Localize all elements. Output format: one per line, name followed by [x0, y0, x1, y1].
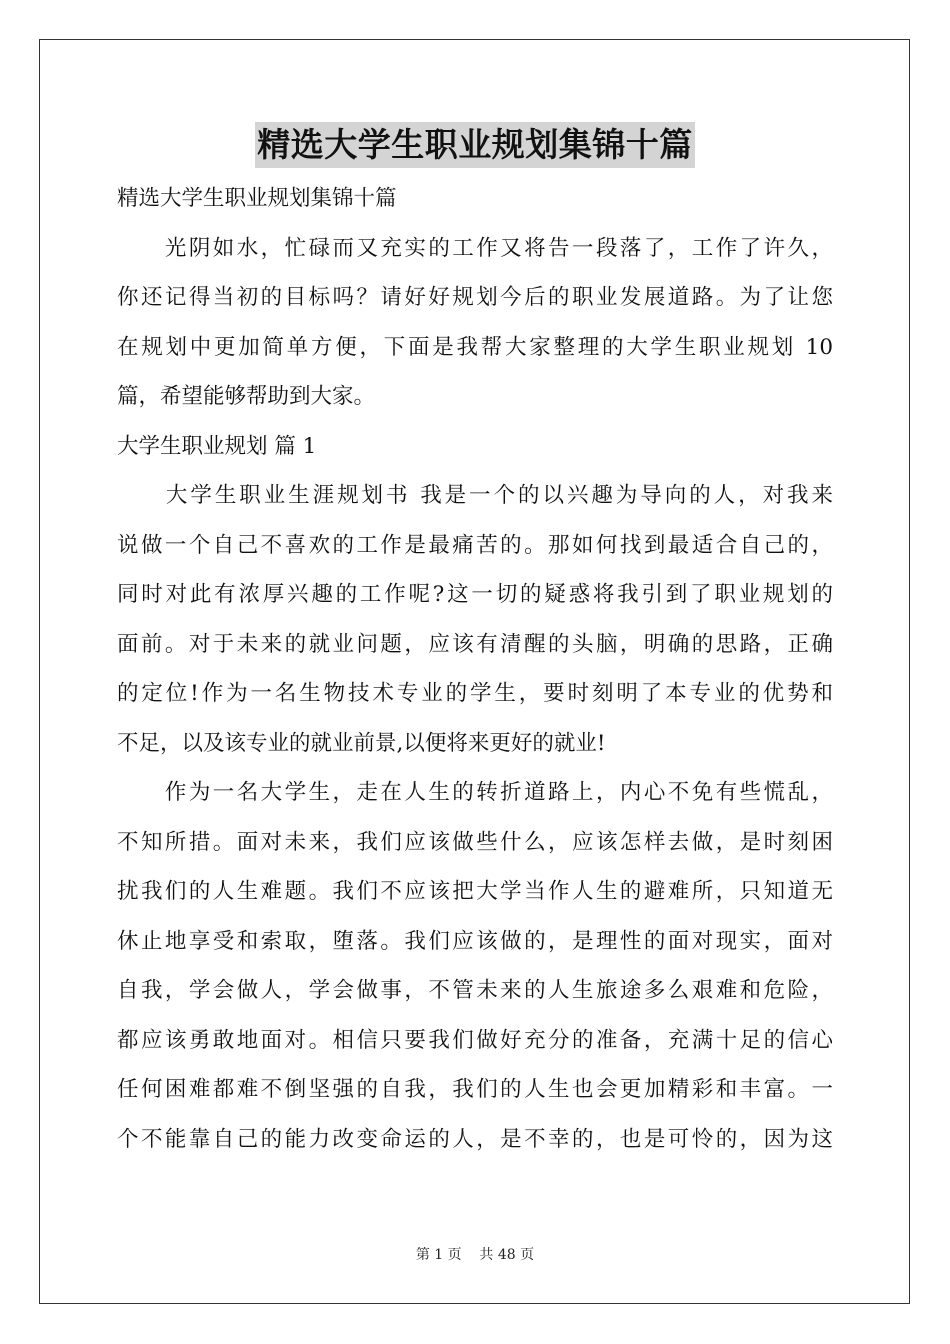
text-line: 你还记得当初的目标吗？请好好规划今后的职业发展道路。为了让您: [117, 285, 833, 310]
text-line: 面前。对于未来的就业问题，应该有清醒的头脑，明确的思路，正确: [117, 631, 833, 657]
document-title: 精选大学生职业规划集锦十篇: [255, 122, 695, 168]
text-line: 同时对此有浓厚兴趣的工作呢?这一切的疑惑将我引到了职业规划的: [117, 582, 833, 607]
text-line: 在规划中更加简单方便，下面是我帮大家整理的大学生职业规划 10: [117, 334, 833, 360]
text-line: 大学生职业生涯规划书 我是一个的以兴趣为导向的人，对我来: [117, 483, 833, 508]
text-line: 休止地享受和索取，堕落。我们应该做的，是理性的面对现实，面对: [117, 928, 833, 954]
text-line: 篇，希望能够帮助到大家。: [117, 384, 376, 409]
section-heading: 大学生职业规划 篇 1: [117, 433, 317, 459]
text-line: 扰我们的人生难题。我们不应该把大学当作人生的避难所，只知道无: [117, 879, 833, 904]
text-line: 个不能靠自己的能力改变命运的人，是不幸的，也是可怜的，因为这: [117, 1126, 833, 1152]
text-line: 不知所措。面对未来，我们应该做些什么，应该怎样去做，是时刻困: [117, 829, 833, 855]
text-line: 光阴如水，忙碌而又充实的工作又将告一段落了，工作了许久，: [117, 235, 833, 261]
text-line: 都应该勇敢地面对。相信只要我们做好充分的准备，充满十足的信心: [117, 1027, 833, 1053]
text-line: 不足，以及该专业的就业前景,以便将来更好的就业!: [117, 730, 606, 756]
body-paragraphs: [117, 471, 833, 1164]
document-subtitle: 精选大学生职业规划集锦十篇: [117, 186, 397, 211]
text-line: 自我，学会做人，学会做事，不管未来的人生旅途多么艰难和危险，: [117, 978, 833, 1003]
text-line: 说做一个自己不喜欢的工作是最痛苦的。那如何找到最适合自己的，: [117, 532, 833, 558]
intro-paragraph: [117, 224, 833, 422]
text-line: 作为一名大学生，走在人生的转折道路上，内心不免有些慌乱，: [117, 780, 833, 805]
page-footer: 第 1 页 共 48 页: [415, 1247, 535, 1263]
text-line: 任何困难都难不倒坚强的自我，我们的人生也会更加精彩和丰富。一: [117, 1077, 833, 1102]
document-content: [117, 122, 833, 1164]
text-line: 的定位!作为一名生物技术专业的学生，要时刻明了本专业的优势和: [117, 681, 833, 706]
title-wrap: [117, 122, 833, 174]
